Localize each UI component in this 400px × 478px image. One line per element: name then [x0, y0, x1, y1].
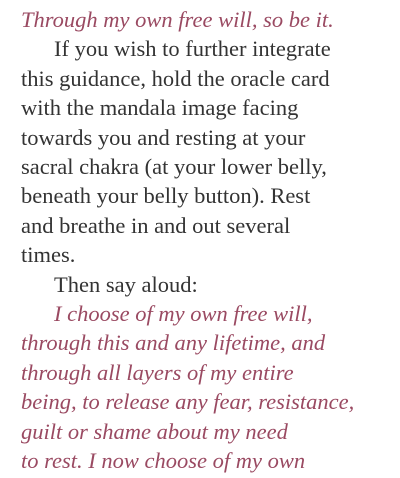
text-line: Then say aloud:	[54, 271, 198, 297]
text-line: being, to release any fear, resistance,	[21, 389, 355, 415]
paragraph-invocation	[21, 299, 400, 475]
text-line: I choose of my own free will,	[54, 301, 313, 327]
paragraph-integration-guidance	[21, 34, 400, 269]
text-line: with the mandala image facing	[21, 95, 299, 121]
text-line: and breathe in and out several	[21, 212, 291, 238]
text-line: towards you and resting at your	[21, 124, 306, 150]
paragraph-closing-affirmation	[21, 5, 400, 34]
text-line: beneath your belly button). Rest	[21, 183, 311, 209]
text-line: times.	[21, 242, 76, 268]
text-line: If you wish to further integrate	[54, 36, 331, 62]
text-line: Through my own free will, so be it.	[21, 7, 334, 32]
text-line: to rest. I now choose of my own	[21, 448, 306, 474]
text-line: through all layers of my entire	[21, 359, 294, 385]
text-line: through this and any lifetime, and	[21, 330, 326, 356]
text-line: sacral chakra (at your lower belly,	[21, 154, 327, 180]
paragraph-say-aloud	[21, 270, 400, 299]
text-line: guilt or shame about my need	[21, 418, 288, 444]
text-line: this guidance, hold the oracle card	[21, 65, 330, 91]
